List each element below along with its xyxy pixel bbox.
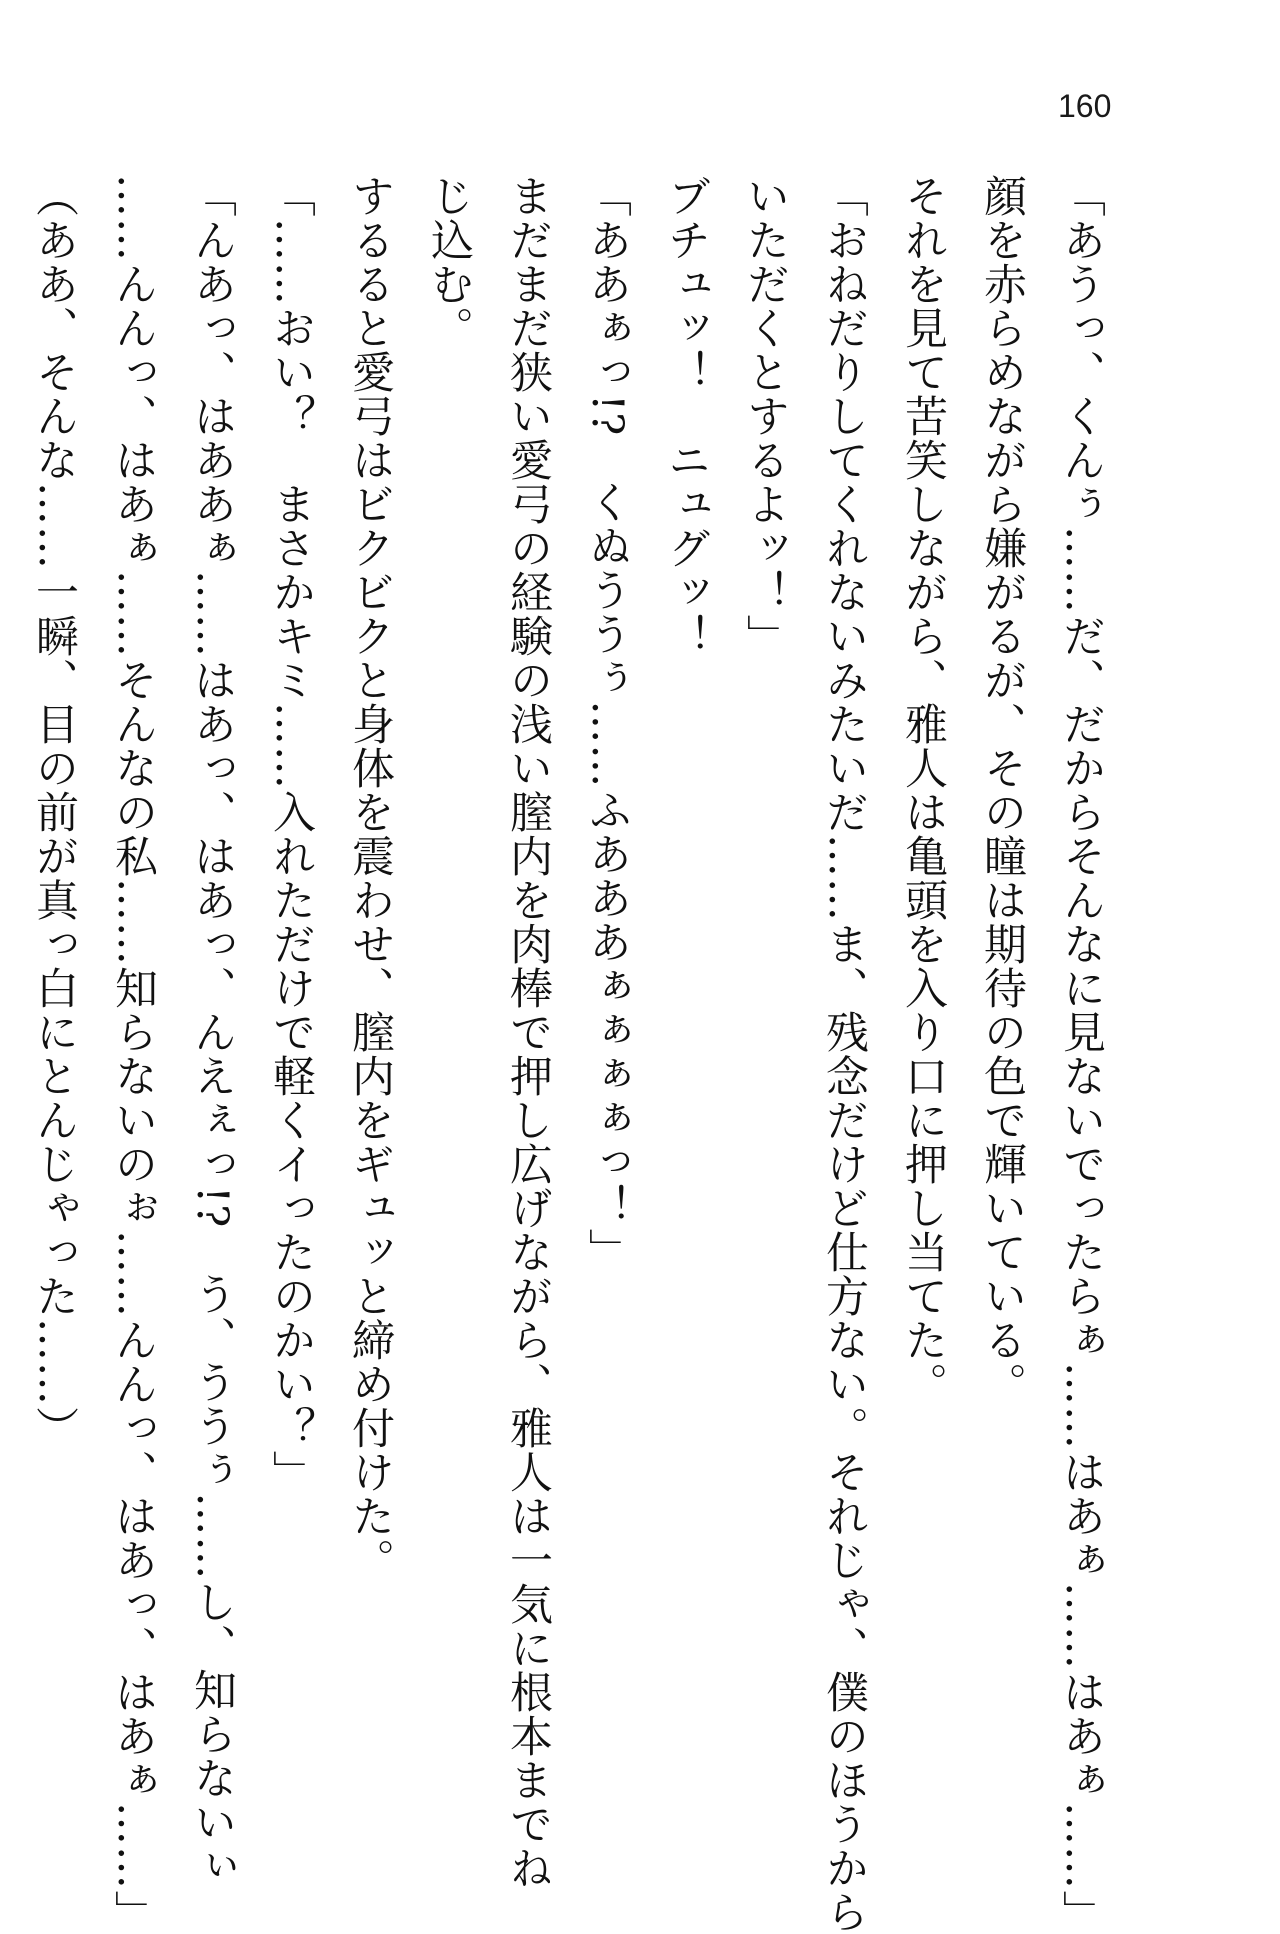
text-line: ブチュッ！ ニュグッ！ bbox=[661, 174, 711, 658]
text-line: 「ああぁっ!? くぬううぅ……ふあああぁぁぁぁっ！」 bbox=[582, 174, 632, 1273]
text-line: 「……おい？ まさかキミ……入れただけで軽くイったのかい？」 bbox=[266, 174, 316, 1494]
text-line: 「あうっ、くんぅ……だ、だからそんなに見ないでったらぁ……はあぁ……はあぁ……」 bbox=[1056, 174, 1106, 1934]
text-line: それを見て苦笑しながら、雅人は亀頭を入り口に押し当てた。 bbox=[898, 174, 948, 1406]
body-text bbox=[29, 174, 1120, 1934]
page-number: 160 bbox=[1058, 88, 1112, 124]
text-line bbox=[0, 174, 14, 1654]
text-line: まだまだ狭い愛弓の経験の浅い膣内を肉棒で押し広げながら、雅人は一気に根本までね bbox=[503, 174, 553, 1890]
text-line: じ込む。 bbox=[424, 174, 474, 350]
text-line: （ああ、そんな……一瞬、目の前が真っ白にとんじゃった……） bbox=[29, 174, 79, 1450]
text-line: するると愛弓はビクビクと身体を震わせ、膣内をギュッと締め付けた。 bbox=[345, 174, 395, 1582]
text-line: 「んあっ、はああぁ……はあっ、はあっ、んえぇっ!? う、ううぅ……し、知らないぃ bbox=[187, 174, 237, 1889]
text-line: 顔を赤らめながら嫌がるが、その瞳は期待の色で輝いている。 bbox=[977, 174, 1027, 1406]
text-line: 「おねだりしてくれないみたいだ……ま、残念だけど仕方ない。それじゃ、僕のほうから bbox=[819, 174, 869, 1934]
text-line: ……んんっ、はあぁ……そんなの私……知らないのぉ……んんっ、はあっ、はあぁ……」 bbox=[108, 174, 158, 1934]
text-line: いただくとするよッ！」 bbox=[740, 174, 790, 658]
